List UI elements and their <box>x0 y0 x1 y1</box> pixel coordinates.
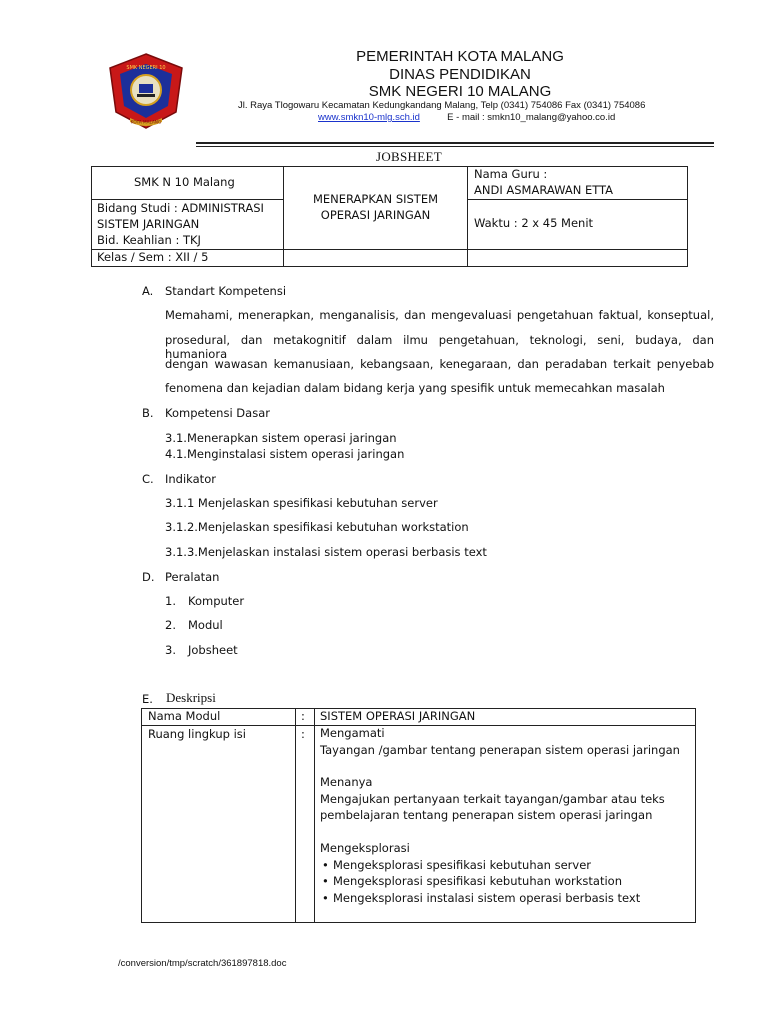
cell-empty-2 <box>467 249 688 267</box>
desk-cell-label-2 <box>141 725 296 923</box>
section-c-marker: C. <box>142 472 154 486</box>
peralatan-num: 1. <box>165 594 176 608</box>
nama-modul-value: SISTEM OPERASI JARINGAN <box>320 709 476 723</box>
logo-text-bottom: KOTA MALANG <box>130 119 162 125</box>
section-b-heading: Kompetensi Dasar <box>165 406 270 420</box>
indikator-item: 3.1.2.Menjelaskan spesifikasi kebutuhan workstation <box>165 520 469 534</box>
menanya-text: pembelajaran tentang penerapan sistem operasi jaringan <box>320 808 653 822</box>
eksplorasi-item: Mengeksplorasi instalasi sistem operasi berbasis text <box>333 891 641 905</box>
letterhead-contact <box>318 112 615 123</box>
cell-empty-1 <box>283 249 468 267</box>
section-c-heading: Indikator <box>165 472 216 486</box>
peralatan-item: Jobsheet <box>188 643 238 657</box>
section-e-marker: E. <box>142 692 153 706</box>
eksplorasi-item: Mengeksplorasi spesifikasi kebutuhan workstation <box>333 874 622 888</box>
peralatan-num: 2. <box>165 618 176 632</box>
peralatan-item: Komputer <box>188 594 245 608</box>
letterhead-address: Jl. Raya Tlogowaru Kecamatan Kedungkandang Malang, Telp (0341) 754086 Fax (0341) 754086 <box>238 100 646 111</box>
bidang-studi-line1: Bidang Studi : ADMINISTRASI <box>97 201 264 215</box>
topic-line1: MENERAPKAN SISTEM <box>312 192 439 206</box>
sk-line: dengan wawasan kemanusiaan, kebangsaan, kenegaraan, dan peradaban terkait penyebab <box>165 357 714 371</box>
section-e-heading: Deskripsi <box>166 690 216 705</box>
waktu: Waktu : 2 x 45 Menit <box>474 216 594 230</box>
kd-item: 4.1.Menginstalasi sistem operasi jaringan <box>165 447 405 461</box>
colon: : <box>301 709 305 723</box>
menanya-text: Mengajukan pertanyaan terkait tayangan/gambar atau teks <box>320 792 665 806</box>
bullet: • <box>322 858 329 872</box>
guru-name: ANDI ASMARAWAN ETTA <box>474 183 614 197</box>
peralatan-num: 3. <box>165 643 176 657</box>
section-a-marker: A. <box>142 284 154 298</box>
peralatan-item: Modul <box>188 618 223 632</box>
indikator-item: 3.1.3.Menjelaskan instalasi sistem operasi berbasis text <box>165 545 487 559</box>
section-d-marker: D. <box>142 570 155 584</box>
kd-item: 3.1.Menerapkan sistem operasi jaringan <box>165 431 397 445</box>
website-link[interactable]: www.smkn10-mlg.sch.id <box>318 112 420 123</box>
desk-cell-colon-1 <box>295 708 315 726</box>
guru-label: Nama Guru : <box>474 167 548 181</box>
mengamati-text: Tayangan /gambar tentang penerapan sistem operasi jaringan <box>320 743 680 757</box>
topic-line2: OPERASI JARINGAN <box>320 208 431 222</box>
logo-text-top: SMK NEGERI 10 <box>126 65 166 71</box>
nama-modul-label: Nama Modul <box>148 709 221 723</box>
menanya-title: Menanya <box>320 775 373 789</box>
sk-line: Memahami, menerapkan, menganalisis, dan mengevaluasi pengetahuan faktual, konseptual, <box>165 308 714 322</box>
ruang-lingkup-label: Ruang lingkup isi <box>148 727 246 741</box>
school-logo <box>106 50 186 130</box>
letterhead-school: SMK NEGERI 10 MALANG <box>368 83 552 100</box>
section-d-heading: Peralatan <box>165 570 220 584</box>
colon: : <box>301 727 305 741</box>
bidang-studi-line2: SISTEM JARINGAN <box>97 217 200 231</box>
letterhead-rule-thick <box>196 142 714 144</box>
eksplorasi-title: Mengeksplorasi <box>320 841 410 855</box>
section-a-heading: Standart Kompetensi <box>165 284 287 298</box>
bullet: • <box>322 874 329 888</box>
mengamati-title: Mengamati <box>320 726 385 740</box>
section-b-marker: B. <box>142 406 154 420</box>
letterhead-rule-thin <box>196 146 714 147</box>
bullet: • <box>322 891 329 905</box>
letterhead-government: PEMERINTAH KOTA MALANG <box>356 48 564 65</box>
eksplorasi-item: Mengeksplorasi spesifikasi kebutuhan server <box>333 858 591 872</box>
kelas-sem: Kelas / Sem : XII / 5 <box>97 250 209 264</box>
letterhead-department: DINAS PENDIDIKAN <box>389 66 531 83</box>
sk-line: prosedural, dan metakognitif dalam ilmu pengetahuan, teknologi, seni, budaya, dan humaniora <box>165 333 714 361</box>
school-name: SMK N 10 Malang <box>134 175 235 189</box>
jobsheet-title: JOBSHEET <box>376 149 442 164</box>
email-text: E - mail : smkn10_malang@yahoo.co.id <box>447 112 616 123</box>
sk-line: fenomena dan kejadian dalam bidang kerja yang spesifik untuk memecahkan masalah <box>165 381 665 395</box>
desk-cell-colon-2 <box>295 725 315 923</box>
bid-keahlian: Bid. Keahlian : TKJ <box>97 233 201 247</box>
indikator-item: 3.1.1 Menjelaskan spesifikasi kebutuhan server <box>165 496 438 510</box>
footer-file-path: /conversion/tmp/scratch/361897818.doc <box>118 958 287 969</box>
